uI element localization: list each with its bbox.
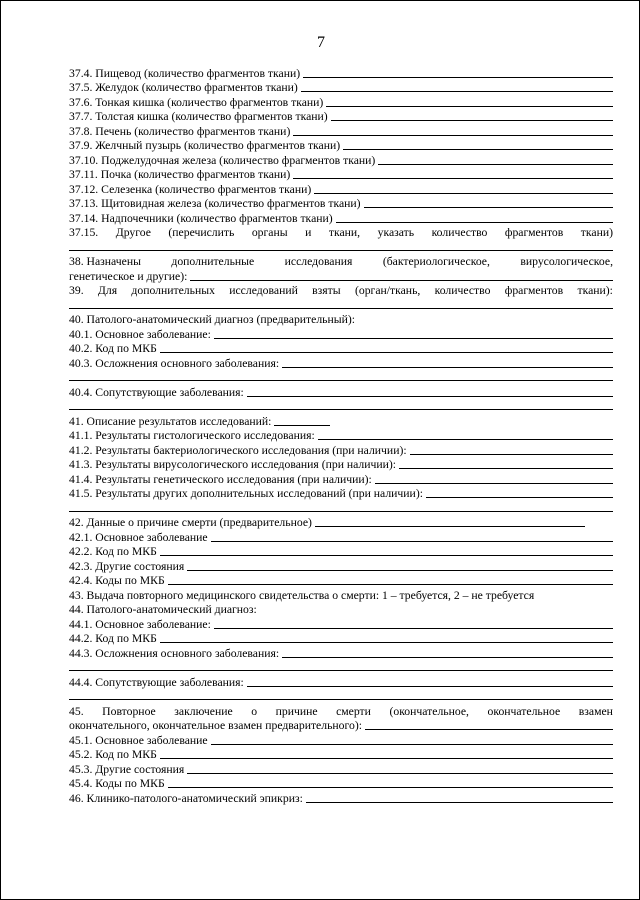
field-37-input[interactable]: [378, 164, 613, 165]
field-44-1-label: 44.1. Основное заболевание:: [69, 617, 211, 631]
section-44-title-text: 44. Патолого-анатомический диагноз:: [69, 603, 257, 616]
field-41-5-label: 41.5. Результаты других дополнительных исследований (при наличии):: [69, 487, 423, 500]
field-43: [69, 587, 613, 602]
word: Повторное: [102, 704, 156, 718]
field-45-3: [69, 761, 613, 776]
field-40-1: [69, 326, 613, 341]
word: (окончательное,: [389, 704, 469, 718]
field-40-2-label: 40.2. Код по МКБ: [69, 342, 157, 355]
field-45-2-label: 45.2. Код по МКБ: [69, 748, 157, 761]
field-45-4: [69, 776, 613, 791]
word: исследований: [229, 284, 298, 297]
field-42-3-label: 42.3. Другие состояния: [69, 559, 185, 573]
field-37-row: [69, 181, 613, 196]
field-41-3-label: 41.3. Результаты вирусологического исследования (при наличии):: [69, 458, 397, 471]
field-44-2-input[interactable]: [160, 642, 613, 643]
field-37-row: [69, 94, 613, 109]
field-44-2-label: 44.2. Код по МКБ: [69, 632, 157, 645]
field-45-1-input[interactable]: [211, 744, 613, 745]
field-37-input[interactable]: [301, 91, 613, 92]
blank-line[interactable]: [69, 294, 613, 309]
blank-line[interactable]: [69, 657, 613, 672]
word: причине: [275, 704, 318, 718]
field-45: [69, 718, 613, 733]
field-45-label: окончательного, окончательное взамен предварительного):: [69, 719, 362, 732]
field-41-4: [69, 471, 613, 486]
field-42-2-label: 42.2. Код по МКБ: [69, 545, 157, 558]
section-38-input-line[interactable]: [190, 280, 613, 281]
field-40-1-input[interactable]: [214, 338, 613, 339]
field-37-input[interactable]: [314, 193, 613, 194]
word: взамен: [578, 704, 613, 718]
field-45-4-label: 45.4. Коды по МКБ: [69, 777, 165, 790]
field-37-row: [69, 167, 613, 182]
field-37-input[interactable]: [343, 149, 613, 150]
field-37-row: [69, 138, 613, 153]
field-43-label: 43. Выдача повторного медицинского свидетельства о смерти: 1 – требуется, 2 – не требуется: [69, 588, 535, 602]
word: 37.15.: [69, 226, 99, 239]
word: Для: [97, 284, 118, 297]
field-46-label: 46. Клинико-патолого-анатомический эпикриз:: [69, 791, 303, 805]
field-45-input[interactable]: [365, 729, 613, 730]
blank-line[interactable]: [69, 236, 613, 251]
word: и: [305, 226, 312, 239]
field-41-3: [69, 457, 613, 472]
blank-line[interactable]: [69, 497, 613, 512]
field-37-row: [69, 196, 613, 211]
form-content: [69, 65, 613, 805]
field-37-input[interactable]: [303, 77, 613, 78]
section-44-title: [69, 602, 613, 617]
section-38-heading: [69, 254, 613, 269]
page-number: 7: [317, 34, 325, 51]
word: органы: [251, 226, 288, 239]
field-37-label: 37.6. Тонкая кишка (количество фрагментов ткани): [69, 95, 324, 109]
field-44-2: [69, 631, 613, 646]
field-37-label: 37.9. Желчный пузырь (количество фрагментов ткани): [69, 139, 341, 152]
field-40-4-label: 40.4. Сопутствующие заболевания:: [69, 385, 244, 399]
word: вирусологическое,: [520, 255, 613, 268]
field-37-label: 37.4. Пищевод (количество фрагментов ткани): [69, 66, 301, 80]
field-37-row: [69, 109, 613, 124]
field-41-2-label: 41.2. Результаты бактериологического исследования (при наличии):: [69, 443, 407, 457]
word: 38. Назначены: [69, 255, 141, 268]
field-37-input[interactable]: [331, 120, 613, 121]
field-37-label: 37.5. Желудок (количество фрагментов ткани): [69, 81, 298, 94]
field-37-input[interactable]: [293, 135, 613, 136]
field-42-1-label: 42.1. Основное заболевание: [69, 530, 208, 544]
field-37-label: 37.7. Толстая кишка (количество фрагментов ткани): [69, 110, 328, 123]
field-45-3-label: 45.3. Другие состояния: [69, 762, 185, 776]
word: указать: [377, 226, 415, 239]
word: фрагментов: [504, 284, 564, 297]
section-40-title-text: 40. Патолого-анатомический диагноз (предварительный):: [69, 313, 356, 326]
field-45-3-input[interactable]: [187, 773, 613, 774]
word: заключение: [174, 704, 233, 718]
field-45-2: [69, 747, 613, 762]
field-42-3: [69, 558, 613, 573]
field-42-2: [69, 544, 613, 559]
field-37-row: [69, 123, 613, 138]
field-44-1: [69, 616, 613, 631]
field-41-input[interactable]: [274, 425, 330, 426]
field-41-1: [69, 428, 613, 443]
field-44-4-label: 44.4. Сопутствующие заболевания:: [69, 675, 244, 689]
word: исследования: [284, 255, 353, 268]
field-42-label: 42. Данные о причине смерти (предварительное): [69, 516, 312, 529]
word: о: [251, 704, 258, 718]
word: 45.: [69, 704, 84, 718]
word: 39.: [69, 284, 84, 297]
section-37-list: [69, 65, 613, 225]
word: количество: [431, 226, 488, 239]
field-42-3-input[interactable]: [187, 570, 613, 571]
field-41: [69, 413, 613, 428]
field-42-4: [69, 573, 613, 588]
section-40-title: [69, 312, 613, 327]
field-42-4-input[interactable]: [168, 584, 613, 585]
field-41-1-input[interactable]: [318, 439, 613, 440]
field-37-label: 37.11. Почка (количество фрагментов ткани): [69, 168, 291, 181]
blank-line[interactable]: [69, 686, 613, 701]
field-37-input[interactable]: [336, 222, 613, 223]
section-38-field: [69, 268, 613, 283]
field-42-2-input[interactable]: [160, 555, 613, 556]
field-37-label: 37.14. Надпочечники (количество фрагментов ткани): [69, 211, 333, 225]
blank-line[interactable]: [69, 396, 613, 411]
word: окончательное: [487, 704, 561, 718]
field-37-row: [69, 65, 613, 80]
field-41-1-label: 41.1. Результаты гистологического исследования:: [69, 429, 315, 442]
field-41-3-input[interactable]: [399, 468, 613, 469]
word: ткани):: [577, 284, 613, 297]
field-40-2: [69, 341, 613, 356]
field-46-input[interactable]: [306, 802, 613, 803]
blank-line[interactable]: [69, 367, 613, 382]
field-45-2-input[interactable]: [160, 758, 613, 759]
field-37-label: 37.13. Щитовидная железа (количество фрагментов ткани): [69, 197, 361, 210]
field-42: [69, 515, 613, 530]
field-42-1-input[interactable]: [211, 541, 613, 542]
field-45-4-input[interactable]: [168, 787, 613, 788]
word: (перечислить: [168, 226, 235, 239]
field-45-1: [69, 732, 613, 747]
field-41-4-input[interactable]: [375, 483, 613, 484]
field-41-label: 41. Описание результатов исследований:: [69, 414, 272, 428]
word: количество: [434, 284, 491, 297]
field-37-row: [69, 80, 613, 95]
word: дополнительные: [171, 255, 255, 268]
field-40-1-label: 40.1. Основное заболевание:: [69, 327, 211, 341]
word: (орган/ткань,: [354, 284, 421, 297]
field-37-input[interactable]: [293, 178, 613, 179]
field-42-4-label: 42.4. Коды по МКБ: [69, 574, 165, 587]
field-40-2-input[interactable]: [160, 352, 613, 353]
word: ткани): [580, 226, 613, 239]
field-37-input[interactable]: [364, 207, 613, 208]
word: дополнительных: [131, 284, 215, 297]
word: Другое: [115, 226, 151, 239]
field-37-label: 37.8. Печень (количество фрагментов ткани): [69, 124, 291, 138]
field-45-1-label: 45.1. Основное заболевание: [69, 733, 208, 747]
section-38-line2: генетическое и другие):: [69, 269, 188, 283]
field-37-label: 37.10. Поджелудочная железа (количество фрагментов ткани): [69, 153, 376, 167]
field-37-row: [69, 210, 613, 225]
field-37-label: 37.12. Селезенка (количество фрагментов ткани): [69, 182, 312, 196]
section-45-heading: [69, 703, 613, 718]
field-44-1-input[interactable]: [214, 628, 613, 629]
field-41-4-label: 41.4. Результаты генетического исследования (при наличии):: [69, 472, 372, 486]
field-37-input[interactable]: [326, 106, 613, 107]
field-37-row: [69, 152, 613, 167]
field-42-1: [69, 529, 613, 544]
field-46: [69, 790, 613, 805]
field-44-3-label: 44.3. Осложнения основного заболевания:: [69, 646, 280, 660]
field-41-2-input[interactable]: [410, 454, 613, 455]
word: (бактериологическое,: [382, 255, 490, 268]
field-40-3-label: 40.3. Осложнения основного заболевания:: [69, 356, 280, 370]
word: взяты: [312, 284, 341, 297]
word: смерти: [336, 704, 371, 718]
field-42-input[interactable]: [315, 526, 585, 527]
field-41-2: [69, 442, 613, 457]
word: фрагментов: [504, 226, 564, 239]
word: ткани,: [328, 226, 361, 239]
